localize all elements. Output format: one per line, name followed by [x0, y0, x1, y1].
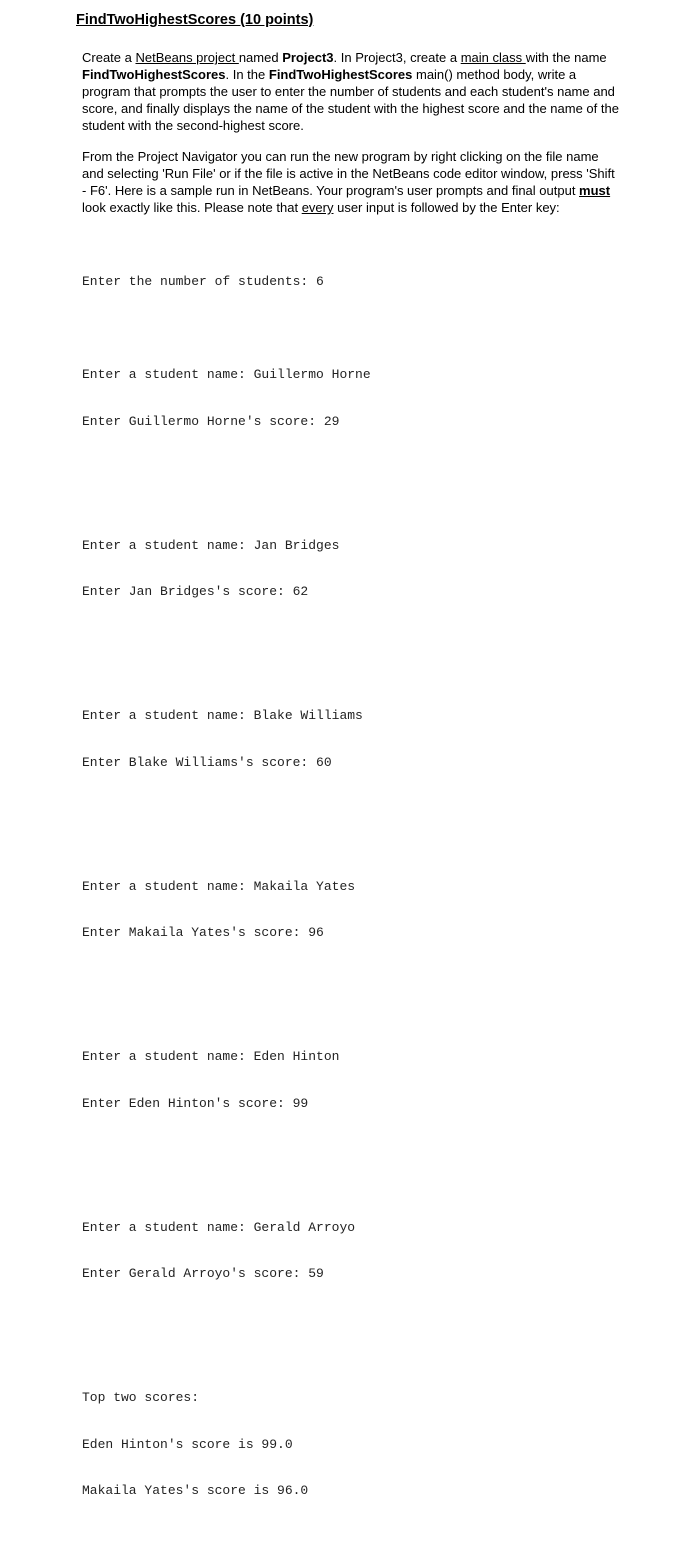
- console-line: Enter Jan Bridges's score: 62: [82, 584, 309, 599]
- console-line: Enter Makaila Yates's score: 96: [82, 925, 324, 940]
- text: with the name: [525, 50, 607, 65]
- text: user input is followed by the Enter key:: [333, 200, 560, 215]
- student-entry: [82, 677, 371, 801]
- student-entry: [82, 848, 371, 972]
- student-entry: [82, 507, 371, 631]
- console-line: Enter a student name: Guillermo Horne: [82, 367, 371, 382]
- emphasis-must: must: [579, 183, 611, 198]
- sample-run-output: [82, 243, 371, 1561]
- console-line: Enter a student name: Jan Bridges: [82, 537, 340, 553]
- text: . In the: [225, 67, 269, 82]
- assignment-heading: FindTwoHighestScores (10 points): [76, 12, 314, 28]
- console-line: Enter a student name: Blake Williams: [82, 708, 363, 723]
- student-entry: [82, 1189, 371, 1313]
- text: Create a: [82, 50, 136, 65]
- console-line: Top two scores:: [82, 1390, 200, 1405]
- console-line: Enter Eden Hinton's score: 99: [82, 1095, 309, 1111]
- project-name: Project3: [282, 50, 334, 65]
- text: main() method body, write a program that prompts the user to enter the number of students and each student's name and score, and finally displays the name of the student with the highest score and the name of the student with the second-highest score.: [82, 67, 619, 133]
- console-line: Enter Guillermo Horne's score: 29: [82, 413, 340, 429]
- console-line: Enter Gerald Arroyo's score: 59: [82, 1266, 324, 1281]
- emphasis-every: every: [301, 200, 334, 215]
- console-line: Makaila Yates's score is 96.0: [82, 1483, 309, 1498]
- class-name: FindTwoHighestScores: [82, 67, 226, 82]
- text: From the Project Navigator you can run the new program by right clicking on the file name and selecting 'Run File' or if the file is active in the NetBeans code editor window, press 'Shift - F6'. Here is a sample run in NetBeans. Your program's user prompts and final output: [82, 149, 615, 198]
- student-entry: [82, 336, 371, 460]
- student-entry: [82, 1018, 371, 1142]
- console-line: Enter a student name: Eden Hinton: [82, 1049, 340, 1064]
- console-line: Enter Blake Williams's score: 60: [82, 754, 332, 770]
- console-line: Eden Hinton's score is 99.0: [82, 1436, 293, 1452]
- main-class-text: main class: [460, 50, 526, 65]
- console-line: Enter a student name: Gerald Arroyo: [82, 1219, 356, 1235]
- text: look exactly like this. Please note that: [82, 200, 302, 215]
- text: . In Project3, create a: [333, 50, 461, 65]
- instructions-paragraph: [82, 49, 622, 134]
- text: named: [238, 50, 283, 65]
- console-line: Enter a student name: Makaila Yates: [82, 878, 356, 894]
- run-instructions-paragraph: [82, 148, 622, 216]
- class-name: FindTwoHighestScores: [268, 67, 413, 82]
- result-block: [82, 1359, 371, 1530]
- console-line: Enter the number of students: 6: [82, 274, 324, 289]
- netbeans-project-text: NetBeans project: [135, 50, 239, 65]
